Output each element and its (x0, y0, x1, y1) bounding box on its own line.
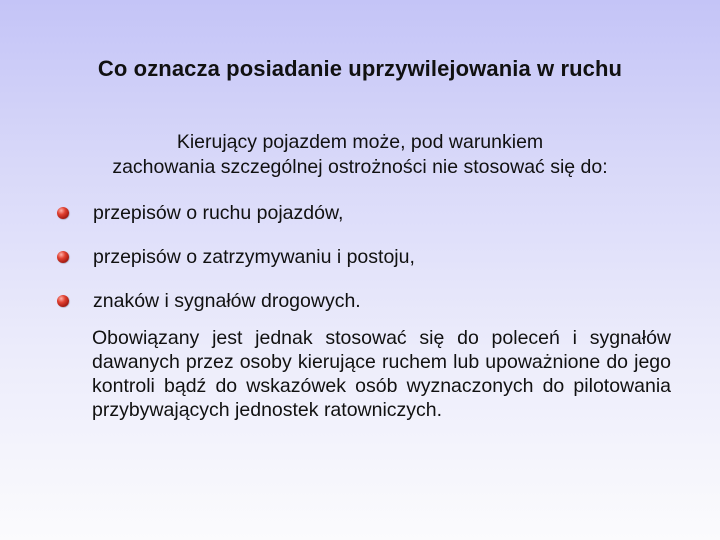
red-sphere-bullet-icon (57, 207, 69, 219)
bullet-text: znaków i sygnałów drogowych. (93, 290, 361, 312)
intro-line-1: Kierujący pojazdem może, pod warunkiem (176, 131, 544, 153)
intro-line-2: zachowania szczególnej ostrożności nie stosować się do: (112, 156, 608, 178)
slide-title: Co oznacza posiadanie uprzywilejowania w ruchu (97, 56, 623, 81)
note-paragraph: Obowiązany jest jednak stosować się do poleceń i sygnałów dawanych przez osoby kierujące ruchem lub upoważnione do jego kontroli bądź do wskazówek osób wyznaczonych do pilotowania przybywających jednostek ratowniczych. (92, 327, 671, 421)
intro-text (36, 130, 684, 180)
bullet-item (56, 244, 415, 288)
bullet-text: przepisów o zatrzymywaniu i postoju, (93, 246, 415, 268)
bullet-list (56, 200, 415, 332)
bullet-item (56, 200, 415, 244)
bullet-text: przepisów o ruchu pojazdów, (93, 202, 344, 224)
red-sphere-bullet-icon (57, 251, 69, 263)
red-sphere-bullet-icon (57, 295, 69, 307)
